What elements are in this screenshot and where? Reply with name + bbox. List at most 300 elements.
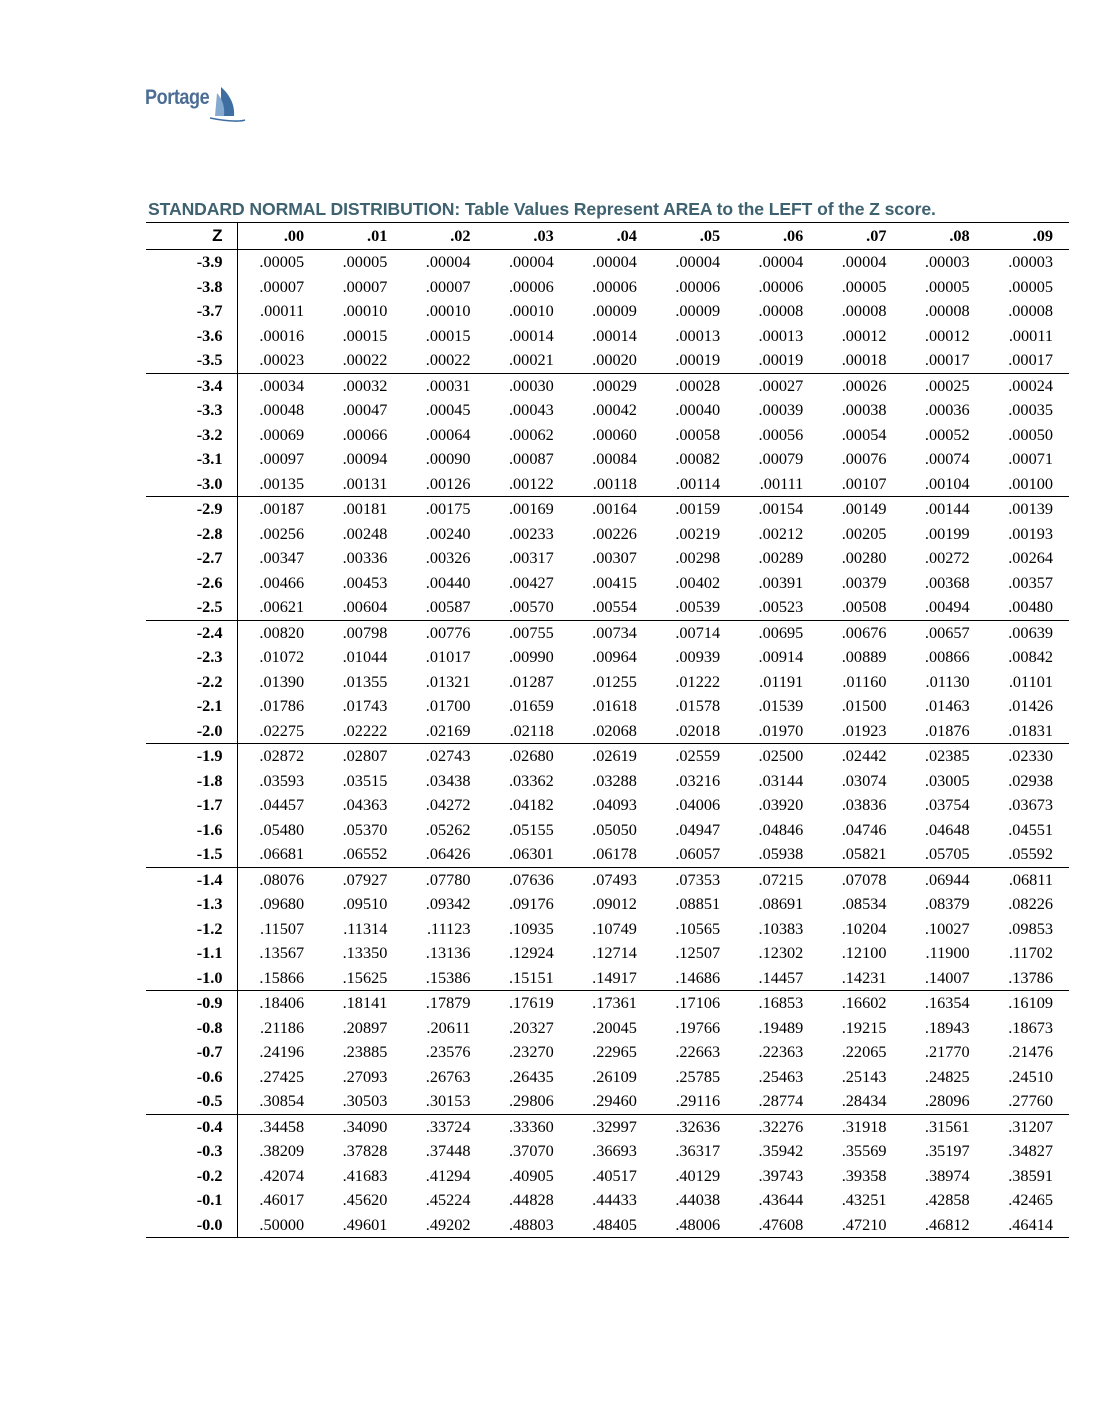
probability-cell: .00013 [675, 325, 721, 345]
probability-cell: .32636 [675, 1116, 721, 1136]
probability-cell: .48006 [653, 1213, 736, 1238]
probability-cell: .02442 [841, 746, 887, 765]
probability-cell: .00939 [675, 647, 721, 666]
probability-cell: .22065 [841, 1042, 887, 1061]
probability-cell: .00005 [924, 276, 970, 296]
probability-cell: .05262 [425, 819, 471, 839]
probability-cell: .34827 [1008, 1141, 1053, 1160]
probability-cell: .29460 [570, 1089, 653, 1114]
probability-cell: .24510 [1008, 1066, 1053, 1086]
probability-cell: .00012 [841, 325, 887, 345]
probability-cell: .17619 [508, 993, 554, 1012]
probability-cell: .00008 [841, 301, 887, 320]
probability-cell: .35569 [841, 1141, 887, 1160]
probability-cell: .09853 [1008, 918, 1053, 938]
probability-cell: .00016 [259, 325, 305, 345]
probability-cell: .00621 [237, 595, 320, 620]
probability-cell: .00011 [260, 301, 305, 320]
probability-cell: .31207 [1008, 1116, 1053, 1136]
table-row [146, 324, 1069, 349]
probability-cell: .00415 [592, 572, 637, 592]
probability-cell: .12302 [758, 943, 804, 962]
probability-cell: .00035 [1008, 400, 1053, 419]
probability-cell: .00014 [508, 325, 554, 345]
probability-cell: .00187 [259, 499, 305, 518]
probability-cell: .47608 [736, 1213, 819, 1238]
probability-cell: .04551 [1008, 819, 1053, 839]
probability-cell: .32997 [592, 1116, 637, 1136]
probability-cell: .00440 [425, 572, 471, 592]
probability-cell: .49202 [403, 1213, 486, 1238]
probability-cell: .13786 [986, 966, 1069, 991]
probability-cell: .04182 [508, 795, 554, 814]
table-row [146, 1114, 1069, 1139]
probability-cell: .03920 [758, 795, 804, 814]
z-score-cell: -2.2 [146, 670, 237, 695]
probability-cell: .17361 [592, 993, 637, 1012]
probability-cell: .02018 [653, 719, 736, 744]
probability-cell: .00004 [425, 252, 471, 271]
probability-cell: .00219 [675, 523, 721, 543]
probability-cell: .00079 [758, 449, 804, 468]
table-row [146, 546, 1069, 571]
table-row [146, 842, 1069, 867]
z-score-cell: -2.0 [146, 719, 237, 744]
probability-cell: .00054 [841, 424, 887, 444]
probability-cell: .31561 [924, 1116, 970, 1136]
z-score-cell: -3.3 [146, 398, 237, 423]
probability-cell: .00032 [342, 375, 388, 395]
probability-cell: .03593 [259, 770, 305, 790]
z-score-cell: -1.4 [146, 867, 237, 892]
probability-cell: .00164 [592, 499, 637, 518]
probability-cell: .00003 [1008, 252, 1053, 271]
probability-cell: .00007 [259, 276, 305, 296]
probability-cell: .00003 [924, 252, 970, 271]
probability-cell: .01101 [1008, 671, 1053, 691]
probability-cell: .04947 [675, 819, 721, 839]
probability-cell: .02619 [592, 746, 637, 765]
probability-cell: .02872 [259, 746, 305, 765]
probability-cell: .00010 [425, 301, 471, 320]
header-row [146, 223, 1069, 250]
probability-cell: .04648 [924, 819, 970, 839]
probability-cell: .01255 [592, 671, 637, 691]
probability-cell: .01659 [508, 696, 554, 715]
z-score-cell: -3.1 [146, 447, 237, 472]
z-score-cell: -2.8 [146, 522, 237, 547]
table-row [146, 1040, 1069, 1065]
table-row [146, 373, 1069, 398]
probability-cell: .09342 [425, 894, 471, 913]
probability-cell: .37828 [342, 1141, 388, 1160]
probability-cell: .12924 [508, 943, 554, 962]
probability-cell: .12507 [675, 943, 721, 962]
probability-cell: .08226 [1008, 894, 1053, 913]
z-score-cell: -2.4 [146, 620, 237, 645]
probability-cell: .00199 [924, 523, 970, 543]
probability-cell: .39358 [841, 1165, 887, 1185]
probability-cell: .00009 [592, 301, 637, 320]
probability-cell: .00019 [653, 348, 736, 373]
probability-cell: .41683 [342, 1165, 388, 1185]
probability-cell: .21186 [260, 1017, 305, 1037]
probability-cell: .03288 [592, 770, 637, 790]
probability-cell: .00052 [924, 424, 970, 444]
probability-cell: .00391 [758, 572, 804, 592]
probability-cell: .23270 [508, 1042, 554, 1061]
probability-cell: .00043 [508, 400, 554, 419]
probability-cell: .06811 [1008, 869, 1053, 889]
probability-cell: .48803 [487, 1213, 570, 1238]
table-row [146, 472, 1069, 497]
probability-cell: .09680 [259, 894, 305, 913]
probability-cell: .24196 [259, 1042, 305, 1061]
probability-cell: .00175 [425, 499, 471, 518]
probability-cell: .14686 [653, 966, 736, 991]
table-row [146, 571, 1069, 596]
table-row [146, 867, 1069, 892]
probability-cell: .06301 [487, 842, 570, 867]
probability-cell: .00379 [841, 572, 887, 592]
probability-cell: .08851 [675, 894, 721, 913]
probability-cell: .40517 [592, 1165, 637, 1185]
probability-cell: .08691 [758, 894, 804, 913]
probability-cell: .02068 [570, 719, 653, 744]
probability-cell: .29806 [487, 1089, 570, 1114]
probability-cell: .00004 [841, 252, 887, 271]
table-row [146, 447, 1069, 472]
z-table [146, 222, 1069, 1238]
probability-cell: .47210 [819, 1213, 902, 1238]
probability-cell: .00889 [841, 647, 887, 666]
probability-cell: .00135 [237, 472, 320, 497]
probability-cell: .00107 [819, 472, 902, 497]
probability-cell: .00714 [675, 622, 721, 642]
table-row [146, 744, 1069, 769]
probability-cell: .00336 [342, 548, 388, 567]
probability-cell: .08076 [259, 869, 305, 889]
probability-cell: .00039 [758, 400, 804, 419]
probability-cell: .27093 [342, 1066, 388, 1086]
table-row [146, 818, 1069, 843]
probability-cell: .07353 [675, 869, 721, 889]
z-score-cell: -2.7 [146, 546, 237, 571]
column-header: .07 [819, 223, 902, 250]
probability-cell: .01287 [508, 671, 554, 691]
z-column-header: Z [146, 223, 237, 250]
z-score-cell: -1.3 [146, 892, 237, 917]
probability-cell: .15386 [403, 966, 486, 991]
z-score-cell: -0.5 [146, 1089, 237, 1114]
probability-cell: .00264 [1008, 548, 1053, 567]
z-score-cell: -0.9 [146, 991, 237, 1016]
probability-cell: .00005 [259, 252, 305, 271]
table-row [146, 769, 1069, 794]
probability-cell: .00071 [1008, 449, 1053, 468]
probability-cell: .34090 [342, 1116, 388, 1136]
probability-cell: .00015 [425, 325, 471, 345]
probability-cell: .00734 [592, 622, 637, 642]
probability-cell: .00008 [1008, 301, 1053, 320]
probability-cell: .00014 [592, 325, 637, 345]
probability-cell: .23576 [425, 1042, 471, 1061]
probability-cell: .30153 [403, 1089, 486, 1114]
probability-cell: .42074 [259, 1165, 305, 1185]
probability-cell: .40129 [675, 1165, 721, 1185]
probability-cell: .21476 [1008, 1042, 1053, 1061]
probability-cell: .00011 [1008, 325, 1053, 345]
z-score-cell: -3.7 [146, 299, 237, 324]
probability-cell: .13136 [425, 943, 471, 962]
probability-cell: .33360 [508, 1116, 554, 1136]
probability-cell: .02938 [1008, 770, 1053, 790]
probability-cell: .00064 [425, 424, 471, 444]
probability-cell: .00131 [320, 472, 403, 497]
probability-cell: .00317 [508, 548, 554, 567]
probability-cell: .03438 [425, 770, 471, 790]
probability-cell: .00233 [508, 523, 554, 543]
probability-cell: .00019 [736, 348, 819, 373]
probability-cell: .00964 [592, 647, 637, 666]
probability-cell: .00028 [675, 375, 721, 395]
z-score-cell: -0.1 [146, 1188, 237, 1213]
probability-cell: .00038 [841, 400, 887, 419]
probability-cell: .18673 [1008, 1017, 1053, 1037]
probability-cell: .28096 [903, 1089, 986, 1114]
probability-cell: .00010 [342, 301, 388, 320]
probability-cell: .00639 [1008, 622, 1053, 642]
probability-cell: .00045 [425, 400, 471, 419]
table-row [146, 941, 1069, 966]
probability-cell: .01923 [819, 719, 902, 744]
probability-cell: .00289 [758, 548, 804, 567]
table-row [146, 670, 1069, 695]
z-score-cell: -1.5 [146, 842, 237, 867]
probability-cell: .20327 [508, 1017, 554, 1037]
probability-cell: .00676 [841, 622, 887, 642]
probability-cell: .00022 [320, 348, 403, 373]
probability-cell: .32276 [758, 1116, 804, 1136]
z-score-cell: -0.6 [146, 1065, 237, 1090]
table-row [146, 719, 1069, 744]
z-score-cell: -2.3 [146, 645, 237, 670]
table-row [146, 423, 1069, 448]
probability-cell: .03836 [841, 795, 887, 814]
probability-cell: .01463 [924, 696, 970, 715]
probability-cell: .02807 [342, 746, 388, 765]
probability-cell: .00326 [425, 548, 471, 567]
probability-cell: .00013 [758, 325, 804, 345]
probability-cell: .04093 [592, 795, 637, 814]
probability-cell: .00453 [342, 572, 388, 592]
probability-cell: .00126 [403, 472, 486, 497]
probability-cell: .17106 [675, 993, 721, 1012]
column-header: .02 [403, 223, 486, 250]
z-score-cell: -0.0 [146, 1213, 237, 1238]
table-title: STANDARD NORMAL DISTRIBUTION: Table Values Represent AREA to the LEFT of the Z score. [148, 199, 936, 219]
probability-cell: .37448 [425, 1141, 471, 1160]
column-header: .06 [736, 223, 819, 250]
probability-cell: .12714 [592, 943, 637, 962]
z-score-cell: -3.4 [146, 373, 237, 398]
table-row [146, 250, 1069, 275]
probability-cell: .00007 [342, 276, 388, 296]
probability-cell: .00026 [841, 375, 887, 395]
probability-cell: .01831 [986, 719, 1069, 744]
table-body [146, 250, 1069, 1238]
probability-cell: .00820 [259, 622, 305, 642]
probability-cell: .46017 [259, 1190, 305, 1209]
probability-cell: .10749 [592, 918, 637, 938]
probability-cell: .15866 [237, 966, 320, 991]
probability-cell: .16853 [758, 993, 804, 1012]
table-row [146, 522, 1069, 547]
probability-cell: .00017 [986, 348, 1069, 373]
probability-cell: .06681 [237, 842, 320, 867]
probability-cell: .00066 [342, 424, 388, 444]
probability-cell: .00025 [924, 375, 970, 395]
table-row [146, 497, 1069, 522]
probability-cell: .02680 [508, 746, 554, 765]
column-header: .09 [986, 223, 1069, 250]
probability-cell: .00015 [342, 325, 388, 345]
table-row [146, 595, 1069, 620]
probability-cell: .20897 [342, 1017, 388, 1037]
z-score-cell: -2.9 [146, 497, 237, 522]
probability-cell: .43251 [841, 1190, 887, 1209]
portage-logo [145, 84, 255, 128]
probability-cell: .00005 [1008, 276, 1053, 296]
probability-cell: .09176 [508, 894, 554, 913]
probability-cell: .45620 [342, 1190, 388, 1209]
table-row [146, 991, 1069, 1016]
z-score-cell: -3.0 [146, 472, 237, 497]
probability-cell: .00004 [592, 252, 637, 271]
probability-cell: .01700 [425, 696, 471, 715]
z-score-cell: -1.7 [146, 793, 237, 818]
probability-cell: .02330 [1008, 746, 1053, 765]
probability-cell: .00012 [924, 325, 970, 345]
probability-cell: .10565 [675, 918, 721, 938]
probability-cell: .00298 [675, 548, 721, 567]
probability-cell: .31918 [841, 1116, 887, 1136]
probability-cell: .00007 [425, 276, 471, 296]
probability-cell: .00466 [259, 572, 305, 592]
table-row [146, 1188, 1069, 1213]
probability-cell: .03515 [342, 770, 388, 790]
probability-cell: .19766 [675, 1017, 721, 1037]
probability-cell: .36317 [675, 1141, 721, 1160]
probability-cell: .10383 [758, 918, 804, 938]
probability-cell: .01500 [841, 696, 887, 715]
probability-cell: .00060 [592, 424, 637, 444]
probability-cell: .00272 [924, 548, 970, 567]
probability-cell: .01390 [259, 671, 305, 691]
column-header: .00 [237, 223, 320, 250]
probability-cell: .01191 [759, 671, 804, 691]
probability-cell: .39743 [758, 1165, 804, 1185]
probability-cell: .01786 [259, 696, 305, 715]
probability-cell: .00018 [819, 348, 902, 373]
probability-cell: .44828 [508, 1190, 554, 1209]
probability-cell: .30854 [237, 1089, 320, 1114]
probability-cell: .05938 [736, 842, 819, 867]
probability-cell: .00307 [592, 548, 637, 567]
probability-cell: .00357 [1008, 572, 1053, 592]
probability-cell: .01017 [425, 647, 471, 666]
z-score-cell: -0.2 [146, 1164, 237, 1189]
probability-cell: .00240 [425, 523, 471, 543]
probability-cell: .04006 [675, 795, 721, 814]
probability-cell: .16354 [924, 993, 970, 1012]
probability-cell: .00097 [259, 449, 305, 468]
probability-cell: .10204 [841, 918, 887, 938]
probability-cell: .00008 [758, 301, 804, 320]
z-score-cell: -1.1 [146, 941, 237, 966]
probability-cell: .00604 [320, 595, 403, 620]
probability-cell: .00169 [508, 499, 554, 518]
probability-cell: .00076 [841, 449, 887, 468]
probability-cell: .04272 [425, 795, 471, 814]
probability-cell: .00118 [570, 472, 653, 497]
probability-cell: .16602 [841, 993, 887, 1012]
column-header: .03 [487, 223, 570, 250]
probability-cell: .15625 [320, 966, 403, 991]
table-row [146, 1065, 1069, 1090]
probability-cell: .07927 [342, 869, 388, 889]
probability-cell: .07493 [592, 869, 637, 889]
probability-cell: .37070 [508, 1141, 554, 1160]
probability-cell: .00004 [508, 252, 554, 271]
probability-cell: .00111 [736, 472, 819, 497]
z-score-cell: -1.8 [146, 769, 237, 794]
probability-cell: .00914 [758, 647, 804, 666]
probability-cell: .06944 [924, 869, 970, 889]
probability-cell: .00022 [403, 348, 486, 373]
probability-cell: .27760 [986, 1089, 1069, 1114]
probability-cell: .00042 [592, 400, 637, 419]
probability-cell: .00050 [1008, 424, 1053, 444]
probability-cell: .00280 [841, 548, 887, 567]
probability-cell: .00144 [924, 499, 970, 518]
probability-cell: .14917 [570, 966, 653, 991]
probability-cell: .03074 [841, 770, 887, 790]
probability-cell: .00005 [841, 276, 887, 296]
probability-cell: .00010 [508, 301, 554, 320]
probability-cell: .11123 [426, 918, 471, 938]
probability-cell: .44038 [675, 1190, 721, 1209]
probability-cell: .22965 [592, 1042, 637, 1061]
column-header: .01 [320, 223, 403, 250]
probability-cell: .02275 [237, 719, 320, 744]
probability-cell: .00104 [903, 472, 986, 497]
z-score-cell: -2.1 [146, 694, 237, 719]
probability-cell: .08534 [841, 894, 887, 913]
probability-cell: .00084 [592, 449, 637, 468]
probability-cell: .00034 [259, 375, 305, 395]
probability-cell: .05592 [986, 842, 1069, 867]
table-row [146, 299, 1069, 324]
probability-cell: .05480 [259, 819, 305, 839]
table-row [146, 348, 1069, 373]
probability-cell: .00798 [342, 622, 388, 642]
probability-cell: .00154 [758, 499, 804, 518]
probability-cell: .15151 [487, 966, 570, 991]
table-row [146, 398, 1069, 423]
probability-cell: .00159 [675, 499, 721, 518]
probability-cell: .00090 [425, 449, 471, 468]
